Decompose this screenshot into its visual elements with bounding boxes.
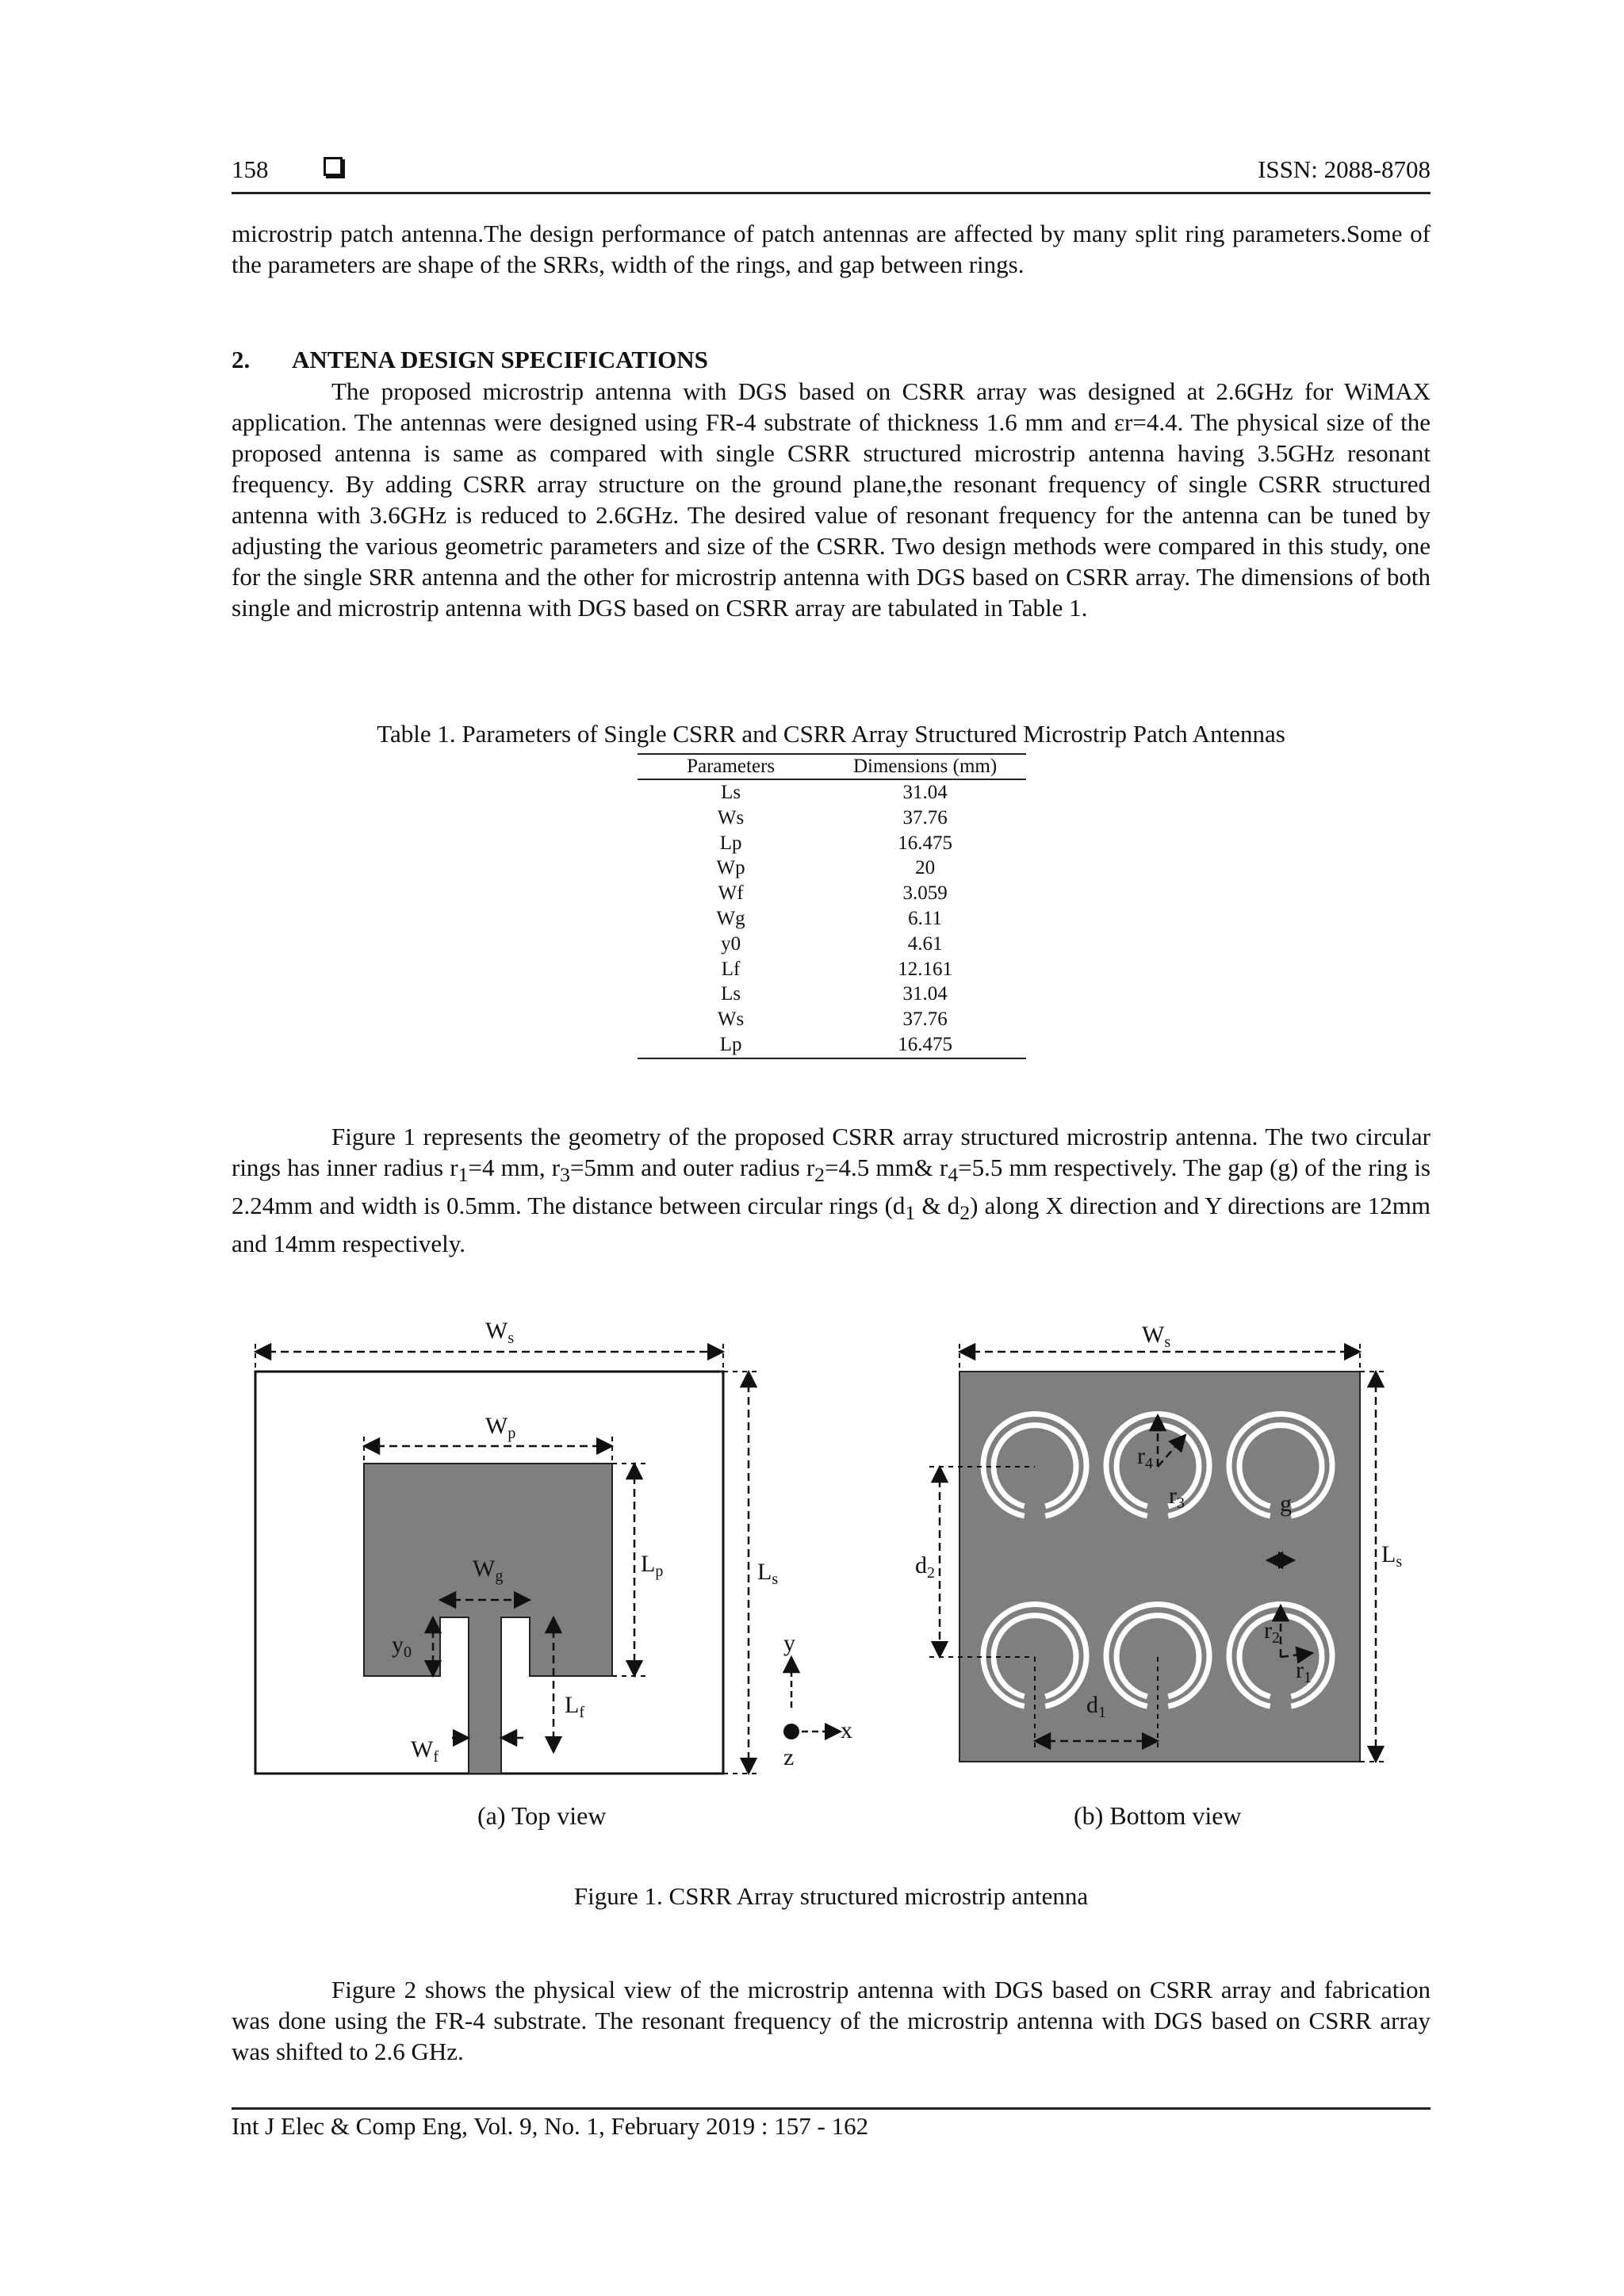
table-caption: Table 1. Parameters of Single CSRR and CSRR Array Structured Microstrip Patch Antennas <box>377 720 1285 748</box>
table-cell-dimension: 37.76 <box>902 806 948 828</box>
text-run: =5mm and outer radius r <box>569 1154 815 1181</box>
r3-label: $r_3$ <box>1169 1483 1185 1512</box>
table-row <box>638 982 1026 1007</box>
table-row <box>638 906 1026 932</box>
table-row <box>638 932 1026 957</box>
axis-x-label: x <box>841 1717 852 1743</box>
journal-footer: Int J Elec & Comp Eng, Vol. 9, No. 1, February 2019 : 157 - 162 <box>232 2112 869 2140</box>
table-row <box>638 881 1026 906</box>
ls-label: $L_s$ <box>757 1559 779 1588</box>
table-row <box>638 1007 1026 1032</box>
top-view-caption: (a) Top view <box>477 1801 607 1830</box>
table-row <box>638 831 1026 856</box>
bottom-view-caption: (b) Bottom view <box>1074 1801 1242 1830</box>
text-run: =4 mm, r <box>468 1154 561 1181</box>
lp-label: $L_p$ <box>641 1551 664 1580</box>
square-bullet-icon <box>324 157 343 176</box>
parameters-table <box>638 753 1026 1059</box>
top-view-diagram <box>238 1308 856 1784</box>
figure2-paragraph: Figure 2 shows the physical view of the microstrip antenna with DGS based on CSRR array and fabrication was done using the FR-4 substrate. The resonant frequency of the microstrip antenna with DGS based on CSRR array was shifted to 2.6 GHz. <box>232 1976 1431 2065</box>
d1-label: $d_1$ <box>1086 1692 1106 1721</box>
axis-y-label: y <box>783 1630 795 1656</box>
subscript: 4 <box>948 1163 959 1187</box>
table-row <box>638 806 1026 831</box>
d2-label: $d_2$ <box>915 1552 935 1582</box>
table-cell-dimension: 12.161 <box>898 958 952 980</box>
text-run: & d <box>915 1192 960 1220</box>
section-number: 2. <box>232 346 251 373</box>
page-number: 158 <box>232 155 269 183</box>
wg-label: $W_g$ <box>473 1556 504 1585</box>
subscript: 1 <box>905 1201 916 1225</box>
ws-label: $W_s$ <box>1142 1322 1171 1351</box>
table-row <box>638 957 1026 982</box>
table-cell-dimension: 6.11 <box>908 907 942 929</box>
ls-label: $L_s$ <box>1381 1541 1403 1571</box>
y0-label: $y_0$ <box>392 1632 412 1661</box>
footer-rule <box>232 2107 1431 2110</box>
table-cell-dimension: 3.059 <box>902 882 948 905</box>
figure1-intro-paragraph <box>232 1121 1431 1259</box>
bottom-view-diagram <box>888 1308 1443 1784</box>
table-cell-parameter: Lp <box>719 832 742 854</box>
r4-label: $r_4$ <box>1137 1443 1153 1472</box>
header-rule <box>232 192 1431 194</box>
r2-label: $r_2$ <box>1264 1617 1280 1647</box>
text-run: =5.5 mm respectively. The gap (g) of the ring is 2.24mm and width is 0.5mm. The distance between circular rings (d <box>232 1154 1431 1220</box>
subscript: 3 <box>560 1163 570 1187</box>
table-cell-parameter: Wg <box>716 907 745 929</box>
table-row <box>638 855 1026 881</box>
text-run: =4.5 mm& r <box>825 1154 948 1181</box>
table-cell-dimension: 31.04 <box>902 983 948 1005</box>
subscript: 1 <box>458 1163 469 1187</box>
section-heading <box>232 346 708 374</box>
table-cell-dimension: 20 <box>915 857 936 879</box>
table-cell-dimension: 4.61 <box>907 932 943 955</box>
axis-z-label: z <box>783 1744 795 1770</box>
intro-paragraph: microstrip patch antenna.The design performance of patch antennas are affected by many split ring parameters.Some of the parameters are shape of the SRRs, width of the rings, and gap between rings. <box>232 220 1431 278</box>
table-row <box>638 779 1026 806</box>
table-cell-dimension: 16.475 <box>898 832 952 854</box>
text-run: ) along X direction and Y directions are 12mm and 14mm respectively. <box>232 1192 1431 1258</box>
table-header-row <box>638 754 1026 779</box>
r1-label: $r_1$ <box>1296 1657 1312 1686</box>
table-cell-parameter: Ls <box>721 782 741 803</box>
issn: ISSN: 2088-8708 <box>1258 155 1431 183</box>
table-cell-dimension: 16.475 <box>824 1032 1026 1058</box>
section-title: ANTENA DESIGN SPECIFICATIONS <box>292 346 708 373</box>
section-paragraph: The proposed microstrip antenna with DGS based on CSRR array was designed at 2.6GHz for WiMAX application. The antennas were designed using FR-4 substrate of thickness 1.6 mm and εr=4.4. The physical size of the proposed antenna is same as compared with single CSRR structured microstrip antenna having 3.5GHz resonant frequency. By adding CSRR array structure on the ground plane,the resonant frequency of single CSRR structured antenna with 3.6GHz is reduced to 2.6GHz. The desired value of resonant frequency for the antenna can be tuned by adjusting the various geometric parameters and size of the CSRR. Two design methods were compared in this study, one for the single SRR antenna and the other for microstrip antenna with DGS based on CSRR array. The dimensions of both single and microstrip antenna with DGS based on CSRR array are tabulated in Table 1. <box>232 377 1431 622</box>
table-cell-parameter: Wf <box>718 882 744 905</box>
g-label: g <box>1280 1490 1292 1517</box>
wp-label: $W_p$ <box>485 1413 516 1442</box>
figure1-caption: Figure 1. CSRR Array structured microstrip antenna <box>573 1882 1089 1910</box>
text-run: Figure 1 represents the geometry of the proposed CSRR array structured microstrip antenna. The two circular rings has inner radius r <box>232 1123 1431 1181</box>
ws-label: $W_s$ <box>485 1318 515 1347</box>
subscript: 2 <box>959 1201 971 1225</box>
table-cell-parameter: Lp <box>638 1032 824 1058</box>
table-cell-parameter: Ws <box>717 806 745 828</box>
wf-label: $W_f$ <box>411 1736 439 1766</box>
lf-label: $L_f$ <box>565 1692 584 1721</box>
coordinate-axes <box>783 1630 852 1770</box>
table-cell-dimension: 31.04 <box>902 782 948 803</box>
subscript: 2 <box>814 1163 825 1187</box>
table-cell-parameter: y0 <box>721 932 741 955</box>
table-header-dimensions: Dimensions (mm) <box>824 754 1026 779</box>
table-cell-parameter: Ls <box>721 983 741 1005</box>
table-header-parameters: Parameters <box>638 754 824 779</box>
table-cell-parameter: Ws <box>717 1008 745 1031</box>
z-axis-dot <box>783 1724 799 1739</box>
table-cell-parameter: Lf <box>721 958 741 980</box>
table-cell-dimension: 37.76 <box>902 1008 948 1031</box>
table-cell-parameter: Wp <box>716 857 745 879</box>
table-row <box>638 1032 1026 1058</box>
